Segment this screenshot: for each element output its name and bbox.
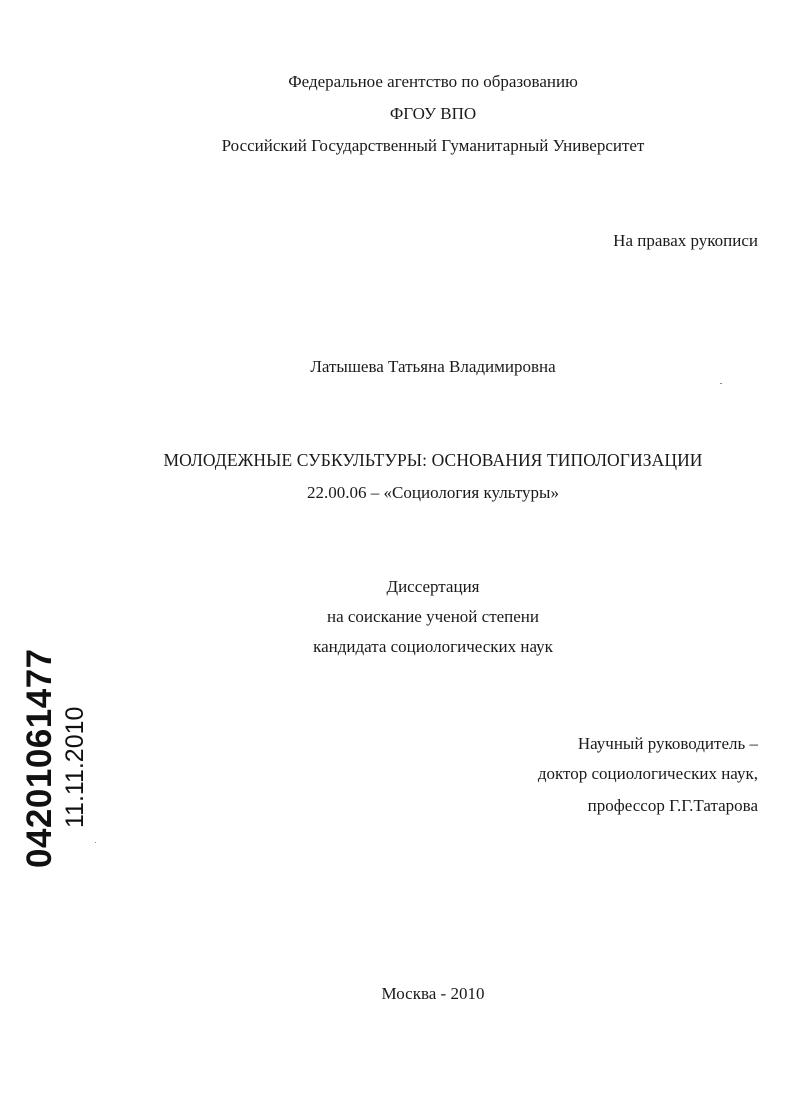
rights-note: На правах рукописи [613,231,758,250]
supervisor-degree: доктор социологических наук, [537,764,758,783]
library-stamp-number: 04201061477 [20,648,59,868]
library-stamp-date: 11.11.2010 [61,706,89,828]
agency-name: Федеральное агентство по образованию [288,72,578,91]
supervisor-role: Научный руководитель – [577,734,758,753]
org-type: ФГОУ ВПО [389,104,477,123]
scan-speck [720,383,722,384]
city-year: Москва - 2010 [381,984,485,1003]
thesis-title: МОЛОДЕЖНЫЕ СУБКУЛЬТУРЫ: ОСНОВАНИЯ ТИПОЛОГИЗАЦИИ [163,450,703,470]
thesis-specialty: 22.00.06 – «Социология культуры» [307,483,559,502]
university-name: Российский Государственный Гуманитарный Университет [221,136,645,155]
degree-type: Диссертация [386,577,480,596]
author-name: Латышева Татьяна Владимировна [310,357,556,376]
degree-level: кандидата социологических наук [313,637,553,656]
degree-purpose: на соискание ученой степени [326,607,540,626]
supervisor-name: профессор Г.Г.Татарова [587,796,758,815]
scan-speck [95,842,96,843]
